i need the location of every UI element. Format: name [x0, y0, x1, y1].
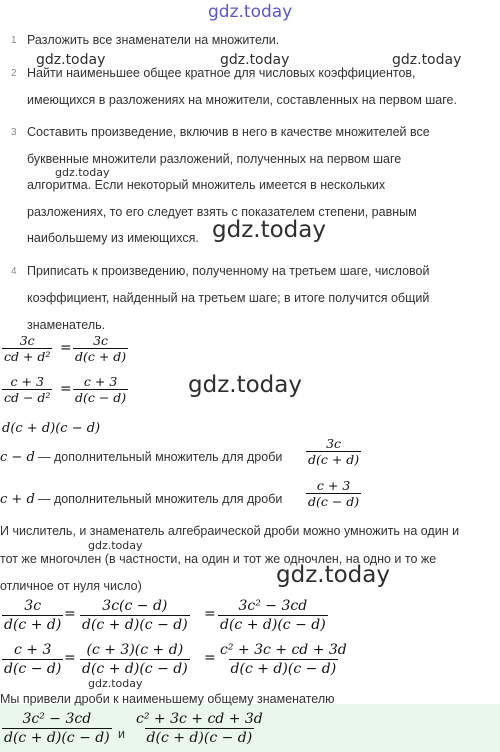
step-text: Приписать к произведению, полученному на третьем шаге, числовой — [27, 264, 430, 278]
fraction — [2, 641, 63, 678]
watermark: gdz.today — [392, 52, 462, 68]
fraction — [80, 641, 190, 678]
fraction — [2, 374, 52, 406]
fraction — [306, 478, 361, 510]
fraction — [218, 641, 349, 678]
numerator: c² + 3c + cd + 3d — [136, 711, 263, 727]
denominator: d(c − d) — [4, 661, 62, 677]
denominator: cd + d² — [4, 349, 51, 364]
step-text: Найти наименьшее общее кратное для числовых коэффициентов, — [27, 66, 416, 80]
fraction — [306, 436, 361, 468]
numerator: c + 3 — [316, 478, 351, 493]
numerator: (c + 3)(c + d) — [86, 642, 184, 658]
denominator: d(c + d) — [4, 617, 62, 633]
watermark: gdz.today — [88, 677, 143, 690]
conclusion-text: Мы привели дроби к наименьшему общему знаменателю — [0, 692, 335, 706]
step-text: алгоритма. Если некоторый множитель имеется в нескольких — [27, 178, 386, 192]
numerator: c + 3 — [13, 642, 52, 658]
equals-sign: = — [64, 650, 76, 666]
denominator: d(c + d)(c − d) — [146, 730, 253, 746]
denominator: d(c − d) — [308, 494, 360, 509]
step-number: 3 — [11, 127, 17, 138]
factor-text: — дополнительный множитель для дроби — [38, 492, 283, 506]
factor-expression: c − d — [0, 450, 35, 465]
denominator: d(c + d) — [308, 452, 360, 467]
watermark: gdz.today — [36, 52, 106, 68]
watermark: gdz.today — [212, 217, 326, 243]
fraction — [73, 374, 128, 406]
fraction — [218, 597, 328, 634]
equals-sign: = — [204, 606, 216, 622]
watermark: gdz.today — [88, 539, 143, 552]
fraction — [2, 333, 52, 365]
numerator: 3c(c − d) — [102, 598, 168, 614]
step-text: Разложить все знаменатели на множители. — [27, 33, 280, 47]
equals-sign: = — [204, 650, 216, 666]
watermark: gdz.today — [55, 166, 110, 179]
factor-text: — дополнительный множитель для дроби — [38, 450, 283, 464]
numerator: c + 3 — [10, 374, 44, 389]
fraction — [73, 333, 128, 365]
watermark-top: gdz.today — [208, 2, 293, 22]
fraction — [2, 597, 63, 634]
watermark: gdz.today — [220, 52, 290, 68]
denominator: d(c + d)(c − d) — [82, 617, 188, 633]
denominator: d(c + d)(c − d) — [82, 661, 188, 677]
step-text: разложениях, то его следует взять с показателем степени, равным — [27, 205, 417, 219]
numerator: 3c — [326, 436, 342, 451]
numerator: 3c² − 3cd — [22, 711, 92, 727]
factor-expression: c + d — [0, 492, 35, 507]
watermark: gdz.today — [188, 372, 302, 398]
numerator: 3c — [93, 333, 109, 348]
step-number: 4 — [11, 266, 17, 277]
paragraph-line: тот же многочлен (в частности, на один и тот же одночлен, на одно и то же — [0, 552, 437, 566]
step-text: коэффициент, найденный на третьем шаге; в итоге получится общий — [27, 291, 430, 305]
denominator: d(c − d) — [75, 390, 127, 405]
denominator: cd − d² — [4, 390, 51, 405]
step-text: знаменатель. — [27, 318, 106, 332]
denominator: d(c + d)(c − d) — [4, 730, 110, 746]
fraction — [80, 597, 190, 634]
step-text: имеющихся в разложениях на множители, составленных на первом шаге. — [27, 93, 457, 107]
numerator: 3c — [24, 598, 42, 614]
equals-sign: = — [64, 606, 76, 622]
paragraph-line: отличное от нуля число) — [0, 579, 142, 593]
result-fraction — [134, 710, 265, 747]
denominator: d(c + d)(c − d) — [220, 617, 326, 633]
step-text: Составить произведение, включив в него в качестве множителей все — [27, 125, 430, 139]
denominator: d(c + d) — [75, 349, 127, 364]
paragraph-line: И числитель, и знаменатель алгебраической дроби можно умножить на один и — [0, 524, 460, 538]
numerator: 3c² − 3cd — [238, 598, 308, 614]
equals-sign: = — [60, 381, 72, 397]
step-text: буквенные множители разложений, полученных на первом шаге — [27, 152, 402, 166]
numerator: 3c — [19, 333, 35, 348]
step-number: 2 — [11, 68, 17, 79]
denominator: d(c + d)(c − d) — [230, 661, 337, 677]
equals-sign: = — [60, 340, 72, 356]
common-denominator: d(c + d)(c − d) — [2, 421, 101, 436]
numerator: c² + 3c + cd + 3d — [220, 642, 347, 658]
result-fraction — [2, 710, 112, 747]
watermark: gdz.today — [276, 562, 390, 588]
step-number: 1 — [11, 35, 17, 46]
step-text: наибольшему из имеющихся. — [27, 231, 199, 245]
conjunction: и — [118, 727, 125, 741]
numerator: c + 3 — [83, 374, 118, 389]
